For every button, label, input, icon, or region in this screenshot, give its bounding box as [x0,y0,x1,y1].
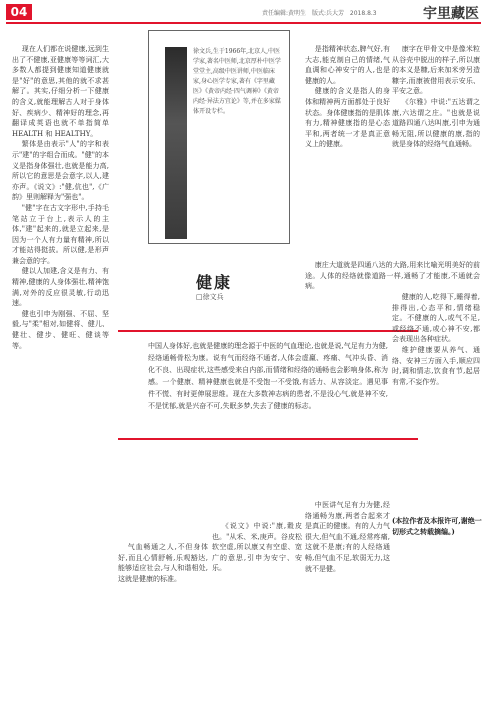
paragraph: 健康的人,吃得下,睡得着,排得出,心态平和,情绪稳定。不健康的人,或气不足,或经络不通,或心神不安,都会表现出各种症状。 [392,293,480,344]
article-column-5 [118,542,208,696]
author-bio: 徐文兵,生于1966年,北京人,中医学家,著名中医师,北京厚朴中医学堂堂主,高级中医讲师,中医临床家,身心医学专家,著有《字里藏医》《黄帝内经·四气调神》《黄帝内经·异法方宜论》等,并在多家媒体开设专栏。 [193,48,281,115]
pull-quote-text: 中国人身体好,也就是健康的理念源于中医的气血理论,也就是说,气足有力为健,经络通畅骨松为康。说有气而经络不通者,人体会虚羸、疼痛、气冲头昏、消化不良、出现症状,这些感受来自内部,而情绪和经络的通畅也会影响身体,称为感。一个健康、精神健康也就是不受饱一不受饿,有活力、从容淡定。遇见事件不慌、有时更伸展思维。现在大多数神志病的患者,不是没心气,就是神不安,不是忧郁,就是兴奋不可,失眠多梦,失去了健康的标志。 [148,342,388,410]
designer-credit: 版式:兵大芳 [311,10,344,17]
pull-quote-top-rule [118,330,418,332]
paragraph: 繁体是由表示"人"的字和表示"建"的字组合而成。"健"的本义是指身体强壮,也就是能力高,所以它的意思是会意字,以人,建亦声。《说文》:"健,伉也",《广韵》里则解释为"强也"。 [12,140,109,202]
column-title: 健康 [196,273,233,292]
column-byline: □徐文兵 [196,293,224,301]
pull-quote-bottom-rule [118,438,418,440]
author-photo [165,47,187,239]
page-header [0,0,487,22]
article-column-6 [212,521,302,696]
paragraph: 是指精神状态,脾气好,有大志,能克制自己的情绪,气血调和心神安宁的人,也是健康的人。 [305,45,390,85]
paragraph: 气血畅通之人,不但身体好,而且心情舒畅,乐观豁达,能够适应社会,与人和谐相处,这就是健康的标准。 [118,543,208,583]
editor-credit: 责任编辑:黄明生 [262,10,307,17]
paragraph: 康庄大道就是四通八达的大路,用来比喻光明美好的前途。人体的经络就像道路一样,通畅了才能康,不通就会病。 [305,261,480,291]
page-number-badge: 04 [6,4,32,20]
paragraph: 康字在甲骨文中是像米粒从谷壳中脱出的样子,所以康的本义是糠,后来加米旁另造糠字,而康被借用表示安乐、平安之意。 [392,45,480,96]
pull-quote [118,330,418,440]
reprint-note: (本拉作者及本报许可,谢绝一切形式之转载摘编。) [392,516,482,536]
paragraph: 维护健康要从养气、通络、安神三方面入手,顺应四时,调和情志,饮食有节,起居有常,不妄作劳。 [392,345,480,386]
paragraph: 现在人们都在说健康,远到生出了不健康,亚健康等等词汇,大多数人都提到健康知道健康就是"好"的意思,其他的就不求甚解了。其实,仔细分析一下健康的含义,就能理解古人对于身体好、疾病少、精神好的理念,再翻译成英语也就不单指简单 HEALTH 和 HEALTHY。 [12,45,109,138]
issue-date: 2018.8.3 [349,10,377,17]
paragraph: 《尔雅》中说:"五达谓之康,六达谓之庄。"也就是说道路四通八达叫康,引申为通畅无阻,所以健康的康,指的就是身体的经络气血通畅。 [392,97,480,149]
section-name: 宇里藏医 [423,6,479,22]
article-column-1 [12,44,109,696]
paragraph: 中医讲气足有力为健,经络通畅为康,两者合起来才是真正的健康。有的人力气很大,但气血不通,经常疼痛,这就不是康;有的人经络通畅,但气血不足,软弱无力,这就不是健。 [305,501,390,573]
article-column-2 [305,44,390,284]
paragraph: 健康的含义是指人的身体和精神两方面都处于良好状态。身体健康指的是肌体有力,精神健康指的是心态平和,两者统一才是真正意义上的健康。 [305,87,390,149]
header-meta [262,8,381,17]
header-rule [6,22,481,24]
paragraph: "健"字在古文字形中,手持毛笔站立于台上,表示人的主体,"建"起来的,就是立起来,是因为一个人有力量有精神,所以才能站得挺拔。所以健,是形声兼会意的字。 [12,203,109,265]
paragraph: 《说文》中说:"康,穀皮也。"从禾、米,庚声。谷皮松软空虚,所以康又有空虚、宽广的意思,引申为安宁、安乐。 [212,522,302,573]
article-column-8 [392,292,480,500]
article-column-7 [305,500,390,696]
paragraph: 健以人加建,含义是有力、有精神,健康的人身体强壮,精神饱满,对外的反应很灵敏,行动迅速。 [12,267,109,308]
author-profile-box [148,30,290,244]
paragraph: 健也引申为刚强、不屈、坚毅,与"柔"相对,如健将、健儿、健壮、健步、健旺、健谈等等。 [12,309,109,350]
article-column-3 [392,44,480,260]
